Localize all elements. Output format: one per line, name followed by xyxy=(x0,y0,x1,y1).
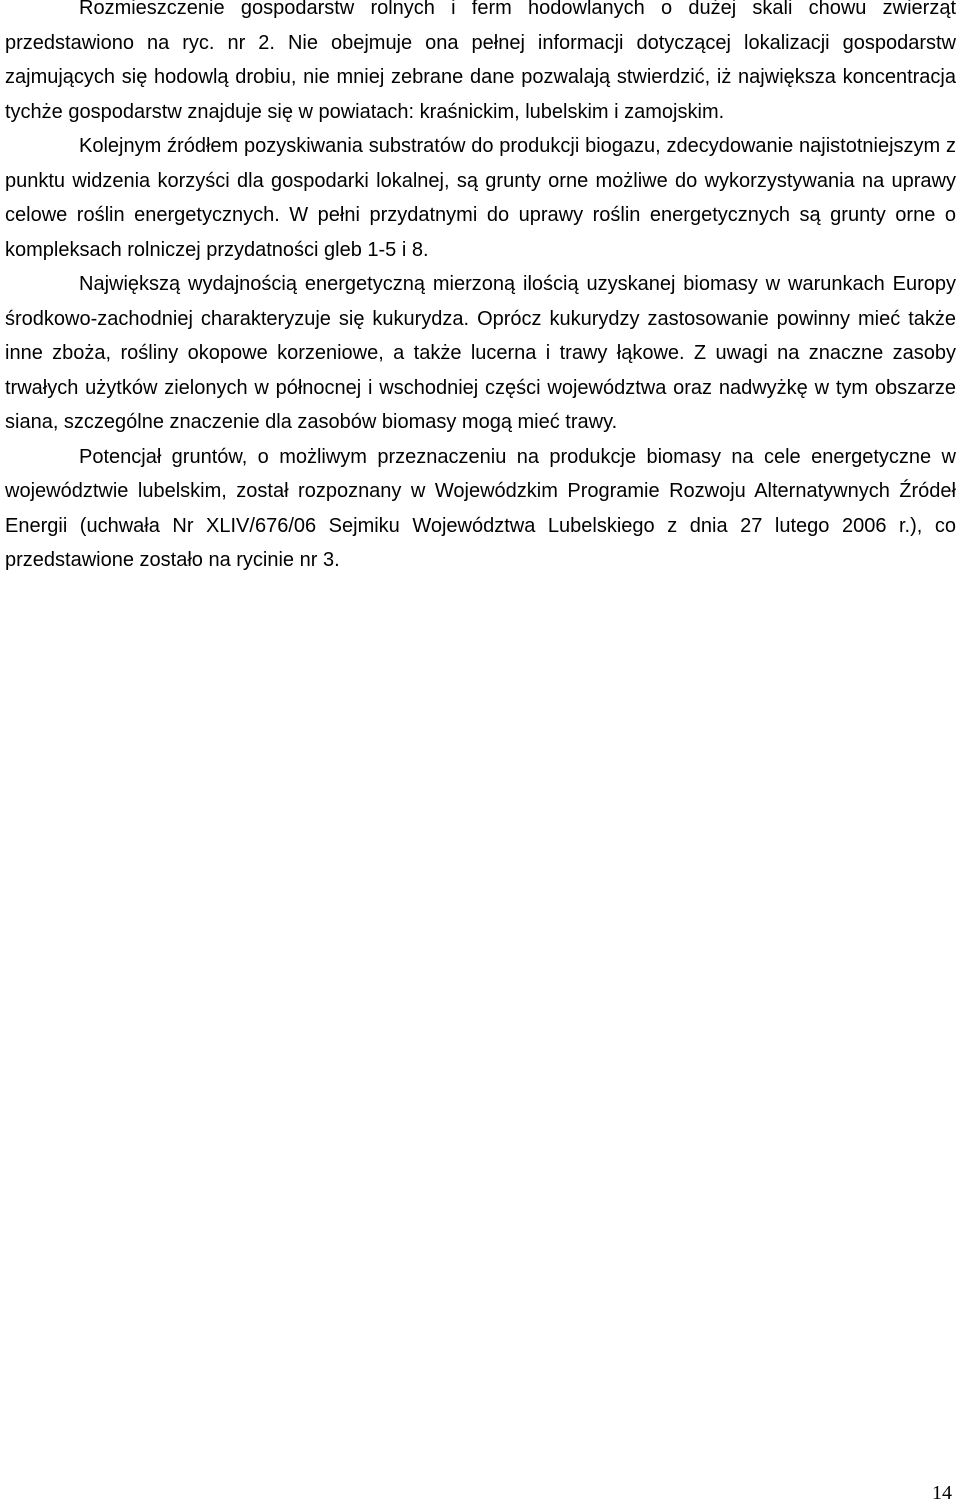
paragraph-land-potential: Potencjał gruntów, o możliwym przeznaczeniu na produkcje biomasy na cele energetyczne w województwie lubelskim, został rozpoznany w Wojewódzkim Programie Rozwoju Alternatywnych Źródeł Energii (uchwała Nr XLIV/676/06 Sejmiku Województwa Lubelskiego z dnia 27 lutego 2006 r.), co przedstawione zostało na rycinie nr 3. xyxy=(5,445,956,571)
document-body xyxy=(5,0,956,578)
page-number: 14 xyxy=(932,1482,952,1504)
paragraph-livestock-farms: Rozmieszczenie gospodarstw rolnych i ferm hodowlanych o dużej skali chowu zwierząt przedstawiono na ryc. nr 2. Nie obejmuje ona pełnej informacji dotyczącej lokalizacji gospodarstw zajmujących się hodowlą drobiu, nie mniej zebrane dane pozwalają stwierdzić, iż największa koncentracja tychże gospodarstw znajduje się w powiatach: kraśnickim, lubelskim i zamojskim. xyxy=(5,0,956,123)
paragraph-arable-land: Kolejnym źródłem pozyskiwania substratów do produkcji biogazu, zdecydowanie najistotniejszym z punktu widzenia korzyści dla gospodarki lokalnej, są grunty orne możliwe do wykorzystywania na uprawy celowe roślin energetycznych. W pełni przydatnymi do uprawy roślin energetycznych są grunty orne o kompleksach rolniczej przydatności gleb 1-5 i 8. xyxy=(5,135,956,261)
paragraph-energy-crops: Największą wydajnością energetyczną mierzoną ilością uzyskanej biomasy w warunkach Europy środkowo-zachodniej charakteryzuje się kukurydza. Oprócz kukurydzy zastosowanie powinny mieć także inne zboża, rośliny okopowe korzeniowe, a także lucerna i trawy łąkowe. Z uwagi na znaczne zasoby trwałych użytków zielonych w północnej i wschodniej części województwa oraz nadwyżkę w tym obszarze siana, szczególne znaczenie dla zasobów biomasy mogą mieć trawy. xyxy=(5,273,956,433)
